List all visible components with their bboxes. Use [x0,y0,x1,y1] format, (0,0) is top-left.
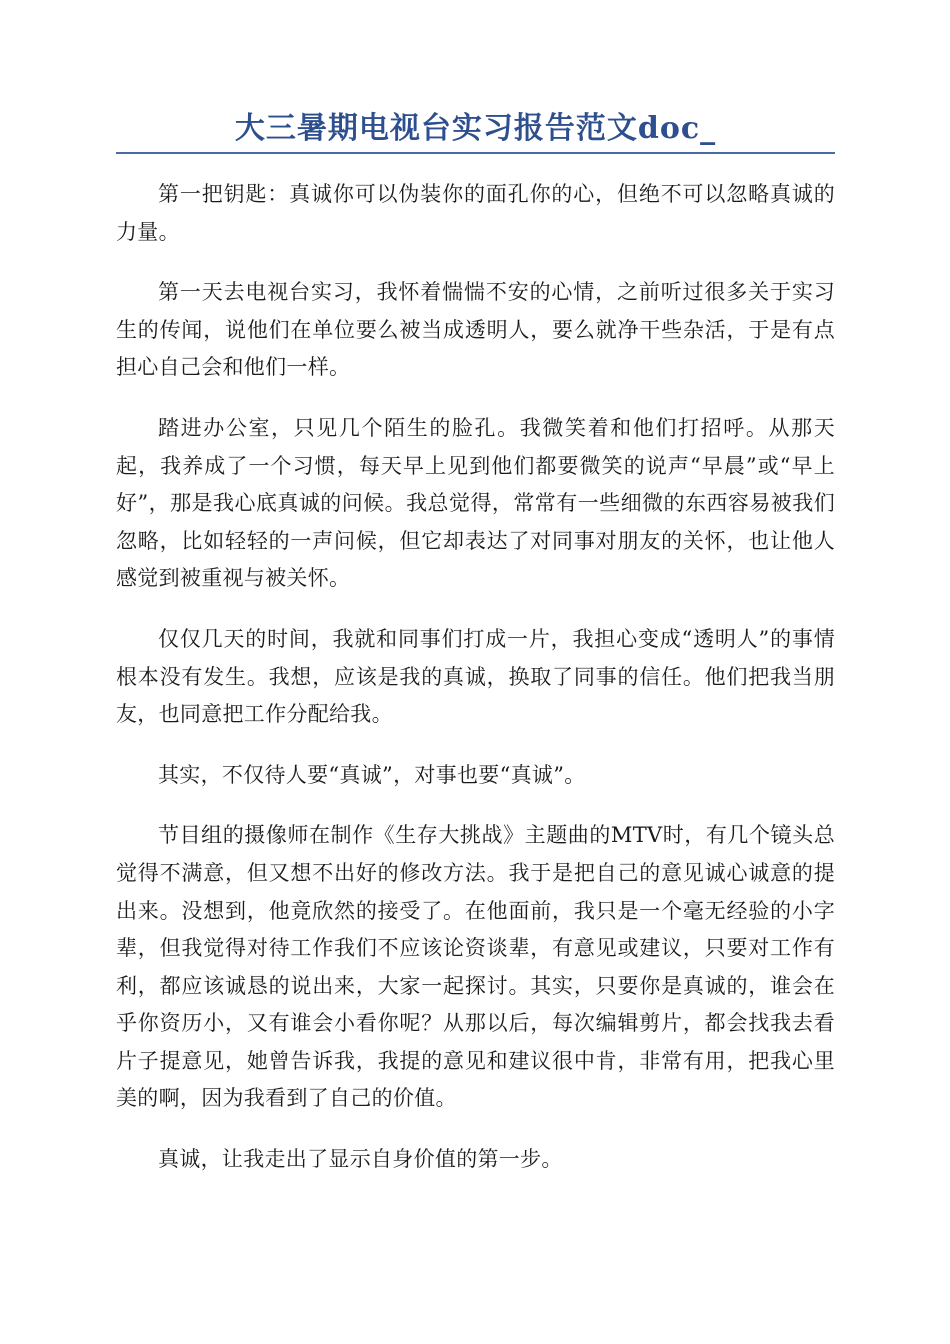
document-title: 大三暑期电视台实习报告范文doc_ [234,111,717,146]
paragraph-7: 真诚，让我走出了显示自身价值的第一步。 [158,1147,563,1172]
paragraph-5: 其实，不仅待人要“真诚”，对事也要“真诚”。 [158,762,586,787]
document-page [116,108,835,1202]
paragraph-2: 第一天去电视台实习，我怀着惴惴不安的心情，之前听过很多关于实习生的传闻，说他们在单位要么被当成透明人，要么就净干些杂活，于是有点担心自己会和他们一样。 [116,280,835,380]
paragraph-4: 仅仅几天的时间，我就和同事们打成一片，我担心变成“透明人”的事情根本没有发生。我想，应该是我的真诚，换取了同事的信任。他们把我当朋友，也同意把工作分配给我。 [116,626,835,727]
paragraph-1: 第一把钥匙：真诚你可以伪装你的面孔你的心，但绝不可以忽略真诚的力量。 [116,182,835,244]
paragraph-3: 踏进办公室，只见几个陌生的脸孔。我微笑着和他们打招呼。从那天起，我养成了一个习惯，每天早上见到他们都要微笑的说声“早晨”或“早上好”，那是我心底真诚的问候。我总觉得，常常有一些细微的东西容易被我们忽略，比如轻轻的一声问候，但它却表达了对同事对朋友的关怀，也让他人感觉到被重视与被关怀。 [116,415,835,591]
paragraph-6: 节目组的摄像师在制作《生存大挑战》主题曲的MTV时，有几个镜头总觉得不满意，但又想不出好的修改方法。我于是把自己的意见诚心诚意的提出来。没想到，他竟欣然的接受了。在他面前，我只是一个毫无经验的小字辈，但我觉得对待工作我们不应该论资谈辈，有意见或建议，只要对工作有利，都应该诚恳的说出来，大家一起探讨。其实，只要你是真诚的，谁会在乎你资历小，又有谁会小看你呢？从那以后，每次编辑剪片，都会找我去看片子提意见，她曾告诉我，我提的意见和建议很中肯，非常有用，把我心里美的啊，因为我看到了自己的价值。 [116,823,835,1111]
title-underline [116,152,835,154]
